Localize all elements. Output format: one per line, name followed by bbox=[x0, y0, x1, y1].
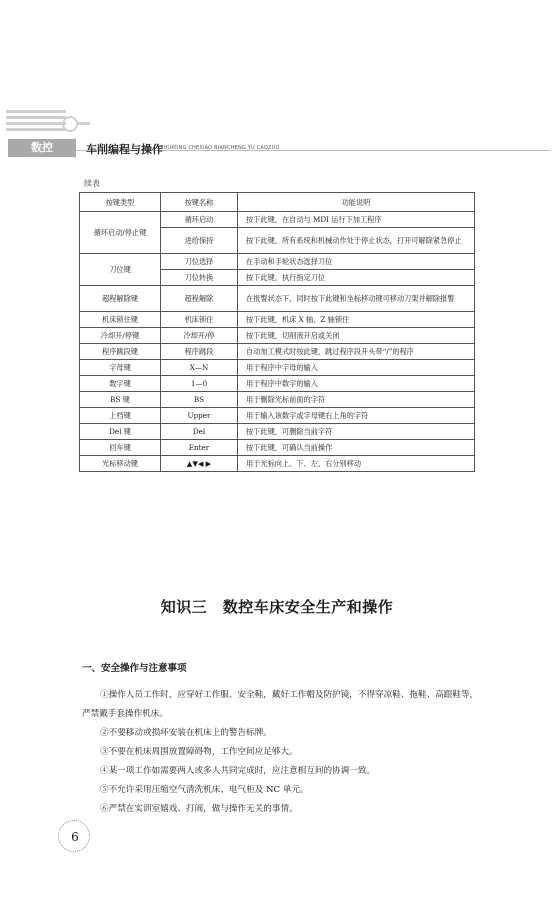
key-desc-cell: 在报警状态下，同时按下此键和坐标移动键可移动刀架并解除报警 bbox=[238, 286, 475, 312]
key-name-cell: 刀位转换 bbox=[161, 270, 238, 286]
key-desc-cell: 用于删除光标前面的字符 bbox=[238, 392, 475, 408]
table-row bbox=[80, 286, 475, 312]
table-header-row bbox=[80, 193, 475, 212]
key-type-cell: 光标移动键 bbox=[80, 456, 161, 472]
book-pinyin: SHUKONG CHEXIAO BIANCHENG YU CAOZUO bbox=[160, 145, 280, 151]
key-desc-cell: 按下此键，切削液开启或关闭 bbox=[238, 328, 475, 344]
key-type-cell: 程序跳段键 bbox=[80, 344, 161, 360]
key-name-cell: Del bbox=[161, 424, 238, 440]
key-name-cell: 冷却开/停 bbox=[161, 328, 238, 344]
key-desc-cell: 按下此键，机床 X 轴、Z 轴锁住 bbox=[238, 312, 475, 328]
key-desc-cell: 按下此键，可确认当前操作 bbox=[238, 440, 475, 456]
safety-item: ①操作人员工作时，应穿好工作服、安全鞋，戴好工作帽及防护镜，不得穿凉鞋、拖鞋、高跟鞋等，严禁戴手套操作机床。 bbox=[82, 690, 479, 719]
key-desc-cell: 用于输入该数字或字母键右上角的字符 bbox=[238, 408, 475, 424]
key-type-cell: 上档键 bbox=[80, 408, 161, 424]
table-row bbox=[80, 424, 475, 440]
key-name-cell: 刀位选择 bbox=[161, 254, 238, 270]
key-desc-cell: 按下此键，所有系统和机械动作处于停止状态，打开可解除紧急停止 bbox=[238, 228, 475, 254]
table-row bbox=[80, 456, 475, 472]
key-name-cell: X—N bbox=[161, 360, 238, 376]
table-row bbox=[80, 376, 475, 392]
subsection-title: 一、安全操作与注意事项 bbox=[82, 663, 187, 674]
key-name-cell: Upper bbox=[161, 408, 238, 424]
safety-item: ②不要移动或损坏安装在机床上的警告标牌。 bbox=[100, 728, 272, 738]
header-decoration-stub bbox=[76, 122, 90, 125]
key-name-cell: 1—0 bbox=[161, 376, 238, 392]
key-type-cell: 冷却开/停键 bbox=[80, 328, 161, 344]
key-name-cell: 进给保持 bbox=[161, 228, 238, 254]
table-row bbox=[80, 408, 475, 424]
key-desc-cell: 用于程序中数字的输入 bbox=[238, 376, 475, 392]
key-name-cell: 超程解除 bbox=[161, 286, 238, 312]
safety-item: ③不要在机床周围放置障碍物，工作空间应足够大。 bbox=[100, 747, 298, 757]
key-table bbox=[79, 192, 475, 472]
key-type-cell: 超程解除键 bbox=[80, 286, 161, 312]
key-name-cell: Enter bbox=[161, 440, 238, 456]
table-row bbox=[80, 212, 475, 228]
table-row bbox=[80, 360, 475, 376]
table-row bbox=[80, 392, 475, 408]
key-desc-cell: 用于光标向上、下、左、右分别移动 bbox=[238, 456, 475, 472]
safety-item: ④某一项工作如需要两人或多人共同完成时，应注意相互间的协调一致。 bbox=[100, 766, 376, 776]
key-type-cell: 循环启动/停止键 bbox=[80, 212, 161, 254]
safety-item: ⑥严禁在实训室嬉戏、打闹，做与操作无关的事情。 bbox=[100, 804, 298, 814]
safety-item: ⑤不允许采用压缩空气清洗机床、电气柜及 NC 单元。 bbox=[100, 785, 309, 795]
key-name-cell: BS bbox=[161, 392, 238, 408]
header-decoration bbox=[6, 110, 66, 142]
table-header-cell: 按键类型 bbox=[80, 193, 161, 212]
key-type-cell: 数字键 bbox=[80, 376, 161, 392]
table-row bbox=[80, 344, 475, 360]
key-type-cell: BS 键 bbox=[80, 392, 161, 408]
key-name-cell: ▲▼◀ ▶ bbox=[161, 456, 238, 472]
key-desc-cell: 自动加工模式时按此键，跳过程序段开头带“/”的程序 bbox=[238, 344, 475, 360]
key-desc-cell: 按下此键，执行指定刀位 bbox=[238, 270, 475, 286]
section-title: 知识三 数控车床安全生产和操作 bbox=[160, 598, 394, 616]
table-header-cell: 功能说明 bbox=[238, 193, 475, 212]
key-desc-cell: 在手动和手轮状态选择刀位 bbox=[238, 254, 475, 270]
table-header-cell: 按键名称 bbox=[161, 193, 238, 212]
continued-label: 续表 bbox=[84, 179, 100, 188]
key-type-cell: 机床锁住键 bbox=[80, 312, 161, 328]
table-row bbox=[80, 312, 475, 328]
table-row bbox=[80, 440, 475, 456]
key-type-cell: 回车键 bbox=[80, 440, 161, 456]
key-type-cell: Del 键 bbox=[80, 424, 161, 440]
table-row bbox=[80, 254, 475, 270]
page-number: 6 bbox=[71, 830, 79, 844]
key-desc-cell: 按下此键，在自动与 MDI 运行下加工程序 bbox=[238, 212, 475, 228]
key-name-cell: 程序跳段 bbox=[161, 344, 238, 360]
table-row bbox=[80, 328, 475, 344]
book-title: 车削编程与操作 bbox=[86, 143, 163, 156]
key-name-cell: 机床锁住 bbox=[161, 312, 238, 328]
header-tab: 数控 bbox=[8, 139, 76, 157]
key-desc-cell: 按下此键，可删除当前字符 bbox=[238, 424, 475, 440]
key-type-cell: 字母键 bbox=[80, 360, 161, 376]
key-desc-cell: 用于程序中字母的输入 bbox=[238, 360, 475, 376]
safety-list bbox=[82, 686, 482, 819]
key-name-cell: 循环启动 bbox=[161, 212, 238, 228]
key-type-cell: 刀位键 bbox=[80, 254, 161, 286]
